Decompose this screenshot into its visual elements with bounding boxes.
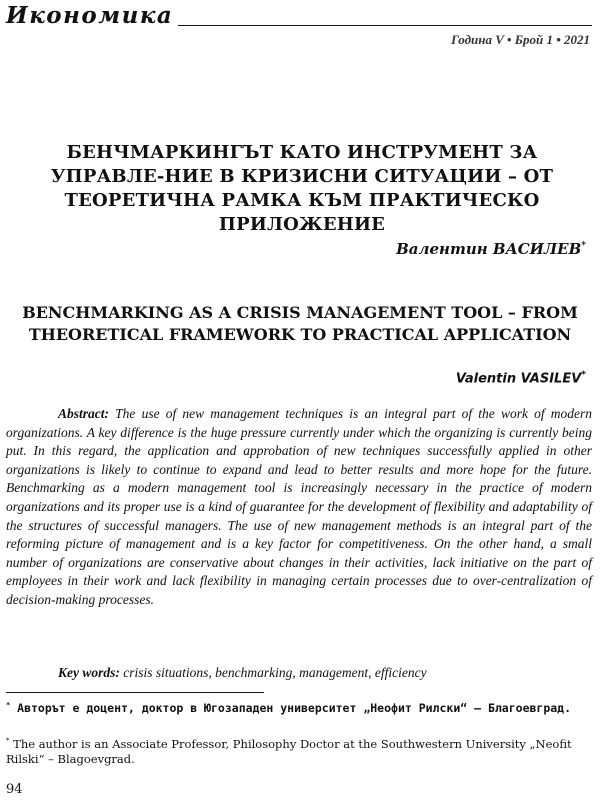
footnote-mark-bg: * bbox=[6, 701, 11, 709]
issue-info: Година V • Брой 1 • 2021 bbox=[451, 32, 590, 47]
footnote-text-bg: Авторът е доцент, доктор в Югозападен университет „Неофит Рилски“ – Благоевград. bbox=[10, 700, 572, 715]
keywords-label: Key words: bbox=[58, 665, 120, 680]
keywords-text: crisis situations, benchmarking, management, efficiency bbox=[119, 665, 427, 680]
author-footnote-mark: * bbox=[581, 241, 586, 251]
author-footnote-mark-en: * bbox=[581, 370, 586, 380]
author-name-bg: Валентин ВАСИЛЕВ bbox=[396, 240, 582, 258]
article-title-en: BENCHMARKING AS A CRISIS MANAGEMENT TOOL – FROM THEORETICAL FRAMEWORK TO PRACTICAL APPLICATION bbox=[22, 303, 578, 344]
keywords bbox=[6, 664, 592, 682]
abstract bbox=[6, 405, 592, 610]
abstract-label: Abstract: bbox=[58, 406, 110, 421]
journal-name: Икономика bbox=[6, 2, 174, 29]
footnote-mark-en: * bbox=[6, 737, 10, 745]
abstract-text: The use of new management techniques is an integral part of the work of modern organizations. A key difference is the huge pressure currently under which the organizing is currently being put. In this regard, the application and approbation of new techniques successfully applied in other organizations is likely to continue to expand and lead to better results and more hope for the future. Benchmarking as a modern management tool is increasingly necessary in the practice of modern organizations and its proper use is a kind of guarantee for the development of flexibility and adaptability of the structures of successful managers. The use of new management methods is an integral part of the reforming picture of management and is a key factor for competitiveness. On the other hand, a small number of organizations are conservative about changes in their activities, lack initiative on the part of employees in their work and lack flexibility in managing certain processes due to over-centralization of decision-making processes. bbox=[6, 406, 592, 607]
footnote-rule bbox=[6, 692, 264, 693]
footnote-en bbox=[6, 734, 592, 768]
author-bg bbox=[396, 240, 586, 258]
article-title-bg: БЕНЧМАРКИНГЪТ КАТО ИНСТРУМЕНТ ЗА УПРАВЛЕ-НИЕ В КРИЗИСНИ СИТУАЦИИ – ОТ ТЕОРЕТИЧНА РАМКА КЪМ ПРАКТИЧЕСКО ПРИЛОЖЕНИЕ bbox=[50, 142, 554, 235]
header-rule bbox=[178, 25, 592, 26]
author-en bbox=[456, 370, 586, 386]
footnote-bg bbox=[6, 698, 592, 716]
author-name-en: Valentin VASILEV bbox=[455, 371, 582, 387]
footnote-text-en: The author is an Associate Professor, Philosophy Doctor at the Southwestern University „Neofit Rilski“ – Blagoevgrad. bbox=[6, 736, 572, 767]
page-number: 94 bbox=[6, 782, 23, 797]
